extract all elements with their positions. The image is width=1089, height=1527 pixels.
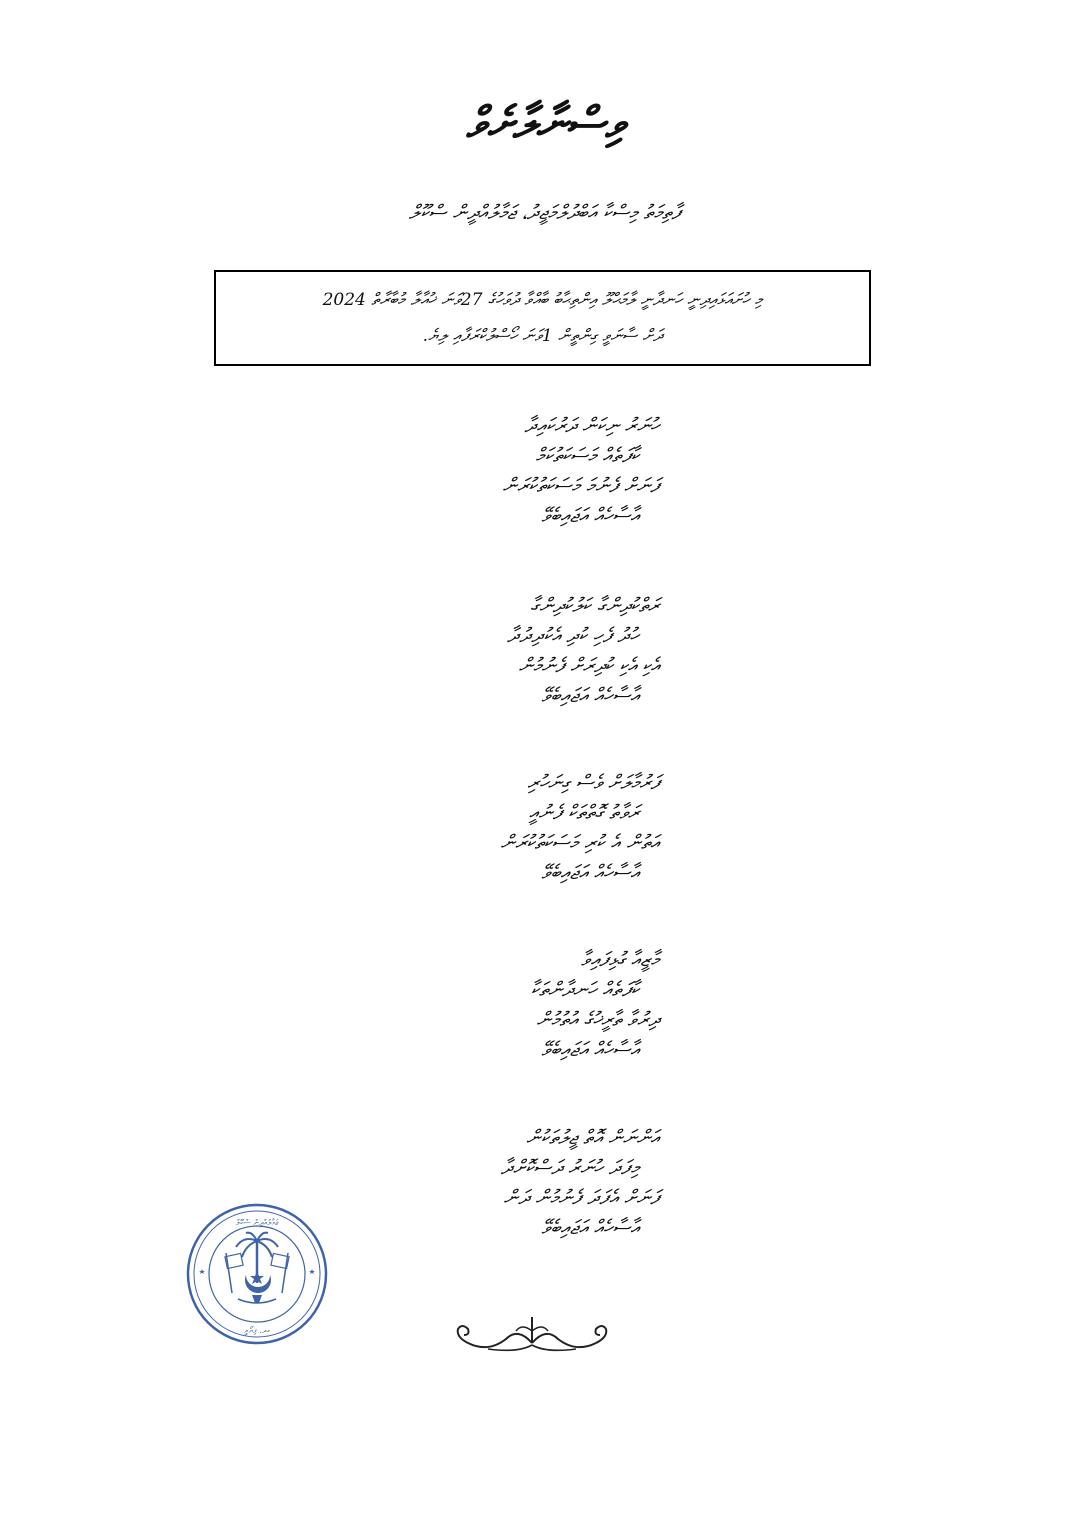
page-title: ވިސްނާލާށެވް (466, 98, 623, 149)
verse-line: ފަނަށް އެފަދަ ފެނުމުން ދަން (503, 1185, 659, 1209)
verse-line: މިފަދަ ހުނަރު ދަސްކޮށްދާ (500, 1155, 639, 1179)
verse-line: އާސާހެއް އަޖައިބެވޭ (541, 503, 639, 527)
stanza (239, 767, 659, 887)
school-seal-icon (186, 1203, 328, 1345)
flourish-divider-icon (448, 1313, 616, 1361)
verse-line: މާޒީއާ ގުޅިފައިވާ (580, 947, 659, 971)
verse-line: އާސާހެއް އަޖައިބެވޭ (541, 1215, 639, 1239)
verse-line: ރަތްކުދިންގާ ކަލުކުދިންގާ (530, 593, 659, 617)
verse-line: އާސާހެއް އަޖައިބެވޭ (541, 683, 639, 707)
verse-line: ކާފަތެއް ހަނދާންތަކާ (530, 977, 639, 1001)
seal-top-text: ޖަމާލުއްދީން ސްކޫލް (235, 1218, 279, 1227)
verse-line: ރަވާތު ގޮތްތަކް ފެނުއީ (529, 800, 639, 824)
stanza (239, 410, 659, 530)
verse-line: އަތުން އެ ކުރި މަސަކަތުކުރަން (500, 830, 659, 854)
author-line: ފާތިމަތު މިސްކާ އަބްދުލްމަޖީދު، ޖަމާލުއްދީން ސްކޫލް (408, 200, 681, 224)
verse-line: ކާފަތެއް މަސަކަތުކަމް (535, 443, 639, 467)
verse-line: ހުދު ފެހި ކުދި އެކުދިދުދާ (507, 623, 639, 647)
verse-line: އާސާހެއް އަޖައިބެވޭ (541, 1037, 639, 1061)
notice-line: މި ހުށައަޅައިދިނީ ހަނދާނީ ލާމަޙްލޫ އިންތިޙާބު ބާއްވާ ދުވަހުގެ 27ވަނަ ޚުއާލާ މުބާރާތް 2024 (322, 290, 763, 310)
notice-line: ދަށް ސާނަވީ ގިންތީން 1ވަނަ ހޯސްލުކްރަފާއި ލިޔެ. (422, 326, 663, 346)
verse-line: ފަނަށް ފެނުމަ މަސަކަތުކުރަން (502, 473, 659, 497)
verse-line: އަންނަން އޮތް ޖީލުތަކުން (526, 1125, 659, 1149)
verse-line: އާސާހެއް އަޖައިބެވޭ (541, 860, 639, 884)
stanza (239, 944, 659, 1064)
verse-line: ފަރުމާލަށް ވެސް ގިނަހުރި (527, 770, 659, 794)
verse-line: ދިރުވާ ތާރީޚުގެ އުތުމުން (536, 1007, 659, 1031)
verse-line: ހުނަރު ނިކަން ދަރުކައިދާ (524, 413, 659, 437)
seal-bottom-text: ގދ. ފިޔޯރީ (243, 1326, 271, 1335)
verse-line: އެކި އެކި ކުދިރަށް ފެނުމުން (518, 653, 659, 677)
stanza (239, 590, 659, 710)
notice-box (214, 270, 871, 366)
